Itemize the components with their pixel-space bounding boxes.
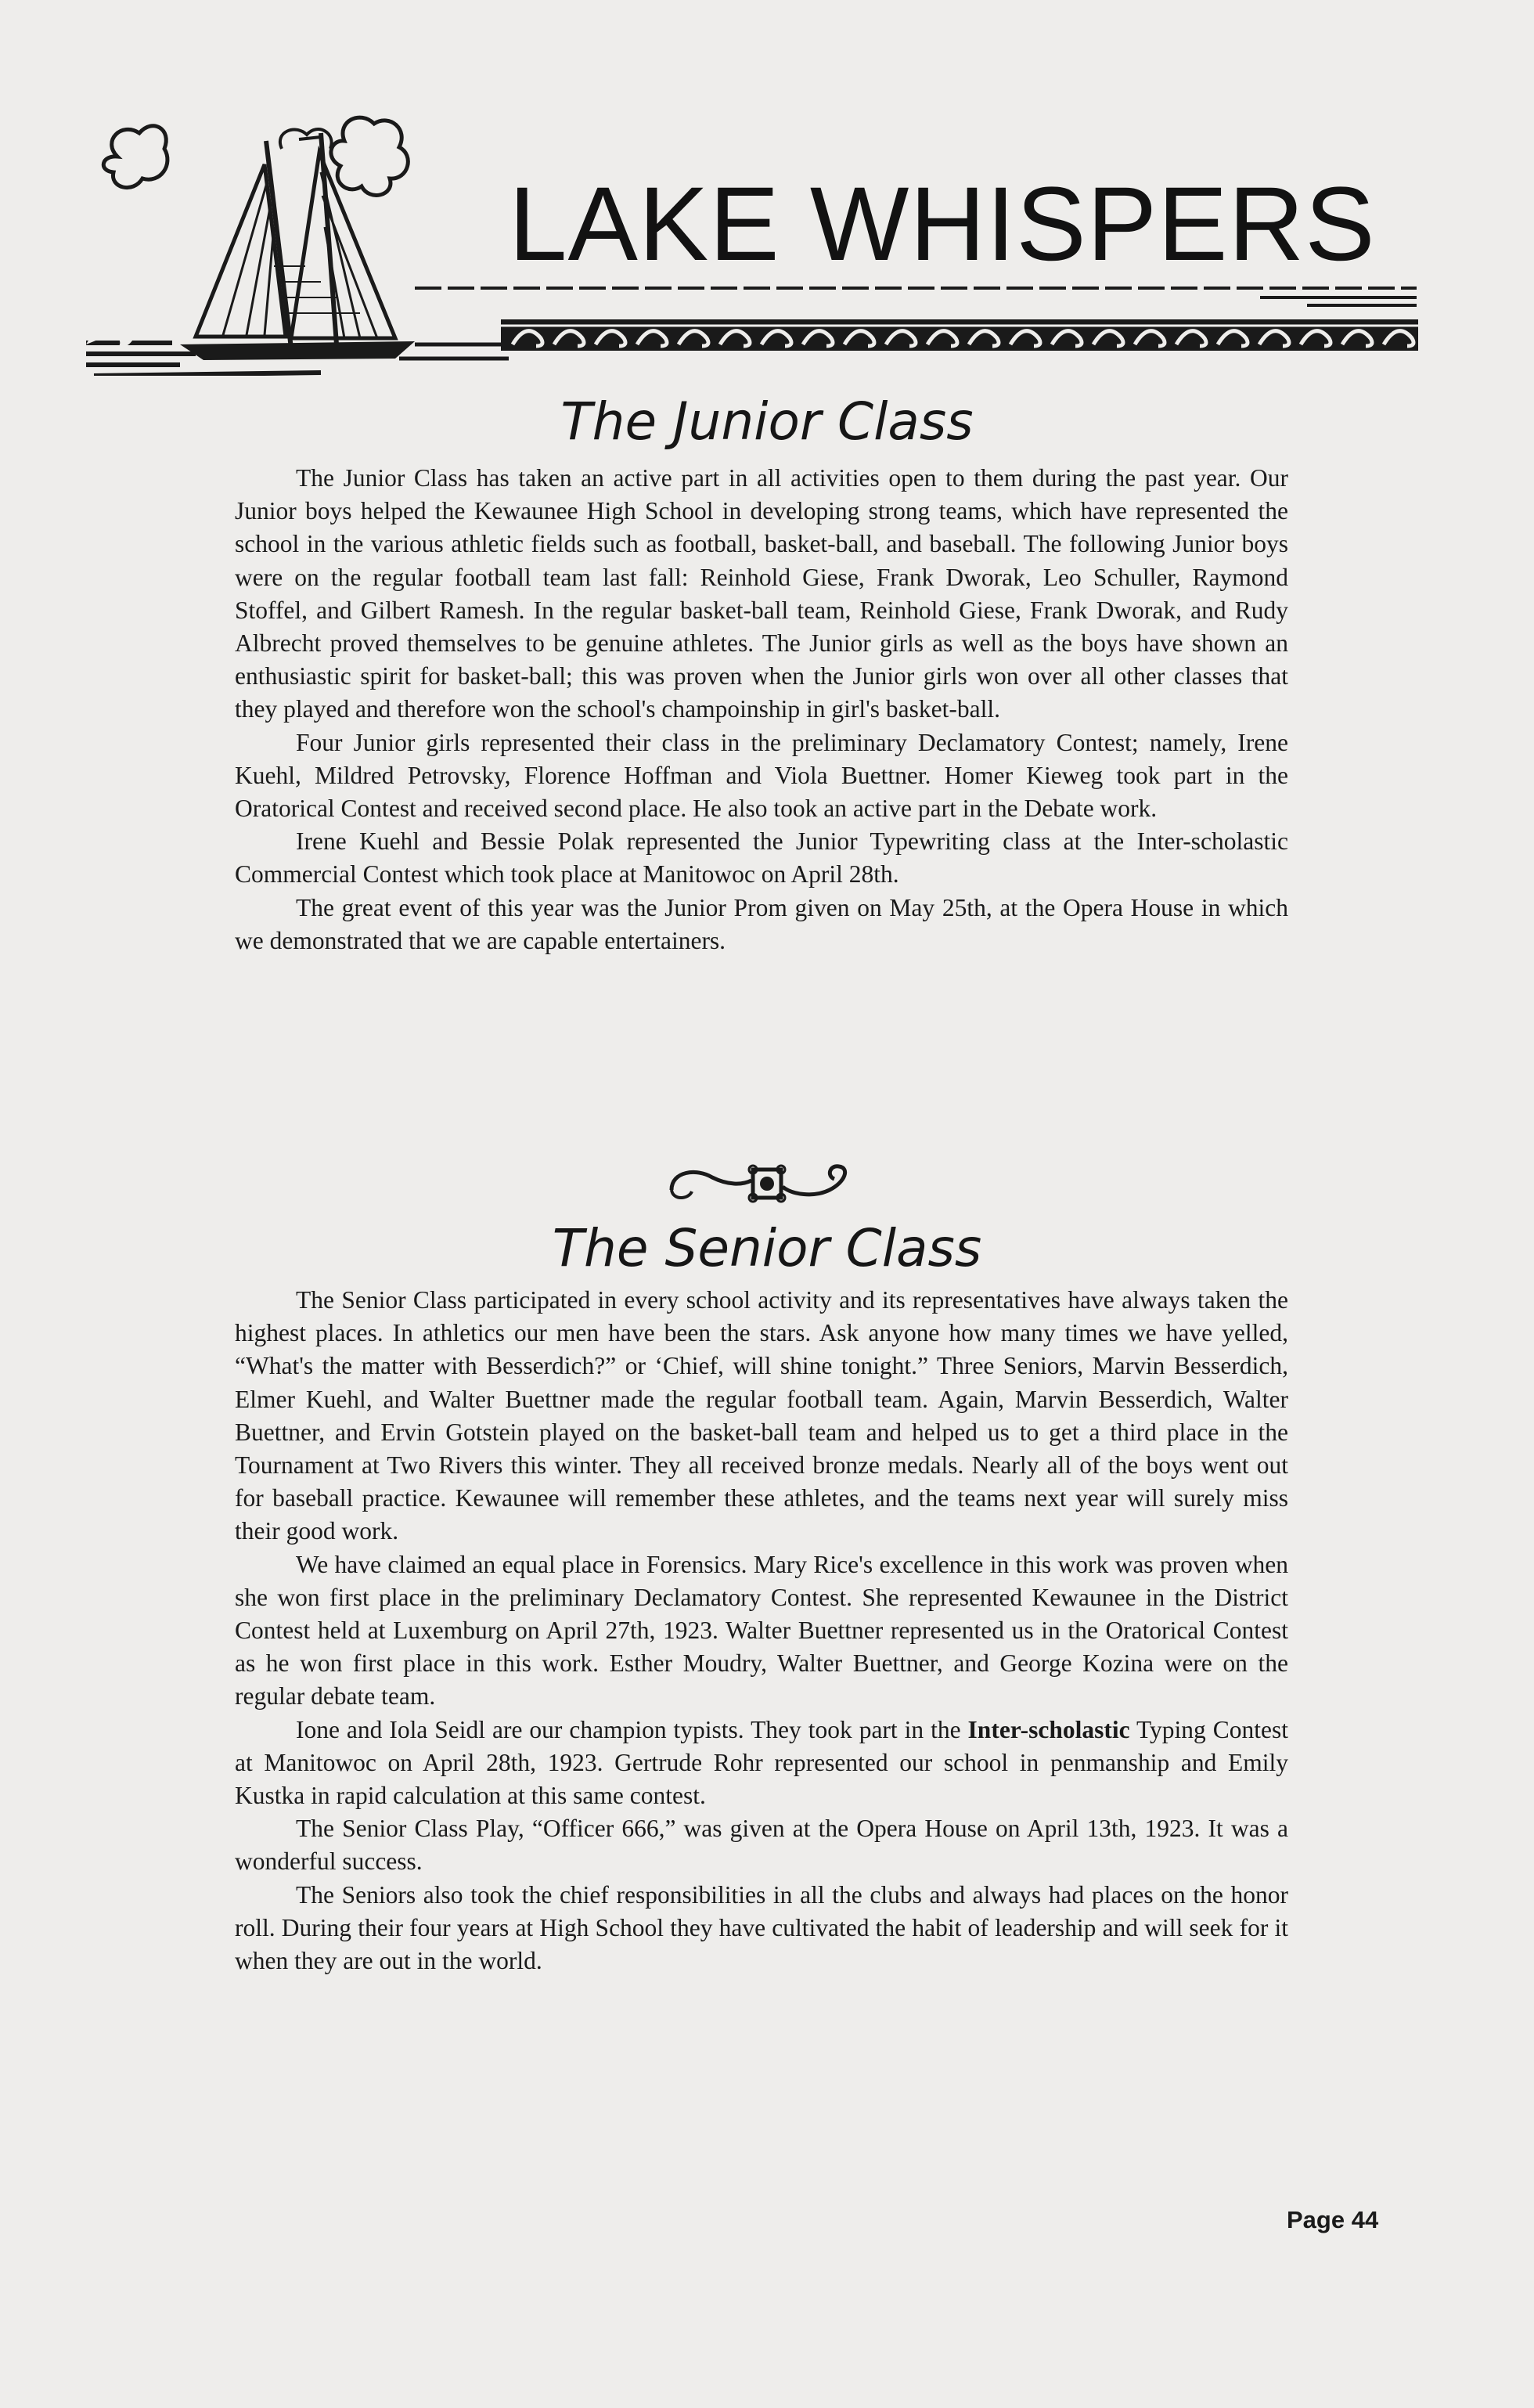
paragraph [235, 1714, 1288, 1813]
page-number: Page 44 [1287, 2206, 1379, 2233]
masthead-rule [86, 282, 1432, 376]
junior-class-heading: The Junior Class [560, 391, 974, 452]
paragraph: Irene Kuehl and Bessie Polak represented the Junior Typewriting class at the Inter-scholastic Commercial Contest which took place at Manitowoc on April 28th. [235, 827, 1288, 889]
scroll-ornament-icon [665, 1160, 869, 1207]
paragraph: The great event of this year was the Junior Prom given on May 25th, at the Opera House in which we demonstrated that we are capable entertainers. [235, 893, 1288, 954]
paragraph: The Senior Class participated in every school activity and its representatives have always taken the highest places. In athletics our men have been the stars. Ask anyone how many times we have yelled, “What's the matter with Besserdich?” or ‘Chief, will shine tonight.” Three Seniors, Marvin Besserdich, Elmer Kuehl, and Walter Buettner made the regular football team. Again, Marvin Besserdich, Walter Buettner, and Ervin Gotstein played on the basket-ball team and helped us to get a third place in the Tournament at Two Rivers this winter. They all received bronze medals. Nearly all of the boys went out for baseball practice. Kewaunee will remember these athletes, and the teams next year will surely miss their good work. [235, 1286, 1288, 1545]
senior-class-body [235, 1284, 1288, 1977]
text-run: Ione and Iola Seidl are our champion typists. They took part in the [296, 1715, 961, 1743]
paragraph: Four Junior girls represented their class in the preliminary Declamatory Contest; namely, Irene Kuehl, Mildred Petrovsky, Florence Hoffman and Viola Buettner. Homer Kieweg took part in the Oratorical Contest and received second place. He also took an active part in the Debate work. [235, 728, 1288, 823]
masthead-title: LAKE WHISPERS [509, 166, 1376, 283]
paragraph: We have claimed an equal place in Forensics. Mary Rice's excellence in this work was proven when she won first place in the preliminary Declamatory Contest. She represented Kewaunee in the District Contest held at Luxemburg on April 27th, 1923. Walter Buettner represented us in the Oratorical Contest as he won first place in this work. Esther Moudry, Walter Buettner, and George Kozina were on the regular debate team. [235, 1550, 1288, 1710]
text-run: Typing Contest at Manitowoc on April 28th, 1923. Gertrude Rohr represented our school in penmanship and Emily Kustka in rapid calculation at this same contest. [235, 1715, 1288, 1810]
paragraph: The Junior Class has taken an active part in all activities open to them during the past year. Our Junior boys helped the Kewaunee High School in developing strong teams, which have represented the school in the various athletic fields such as football, basket-ball, and baseball. The following Junior boys were on the regular football team last fall: Reinhold Giese, Frank Dworak, Leo Schuller, Raymond Stoffel, and Gilbert Ramesh. In the regular basket-ball team, Reinhold Giese, Frank Dworak, and Rudy Albrecht proved themselves to be genuine athletes. The Junior girls as well as the boys have shown an enthusiastic spirit for basket-ball; this was proven when the Junior girls won over all other classes that they played and therefore won the school's champoinship in girl's basket-ball. [235, 464, 1288, 723]
senior-class-heading: The Senior Class [552, 1218, 982, 1278]
paragraph: The Senior Class Play, “Officer 666,” was given at the Opera House on April 13th, 1923. It was a wonderful success. [235, 1815, 1288, 1876]
bold-text: Inter-scholastic [967, 1715, 1130, 1743]
masthead [86, 110, 1432, 376]
junior-class-body [235, 462, 1288, 957]
paragraph: The Seniors also took the chief responsibilities in all the clubs and always had places on the honor roll. During their four years at High School they have cultivated the habit of leadership and will seek for it when they are out in the world. [235, 1880, 1288, 1975]
